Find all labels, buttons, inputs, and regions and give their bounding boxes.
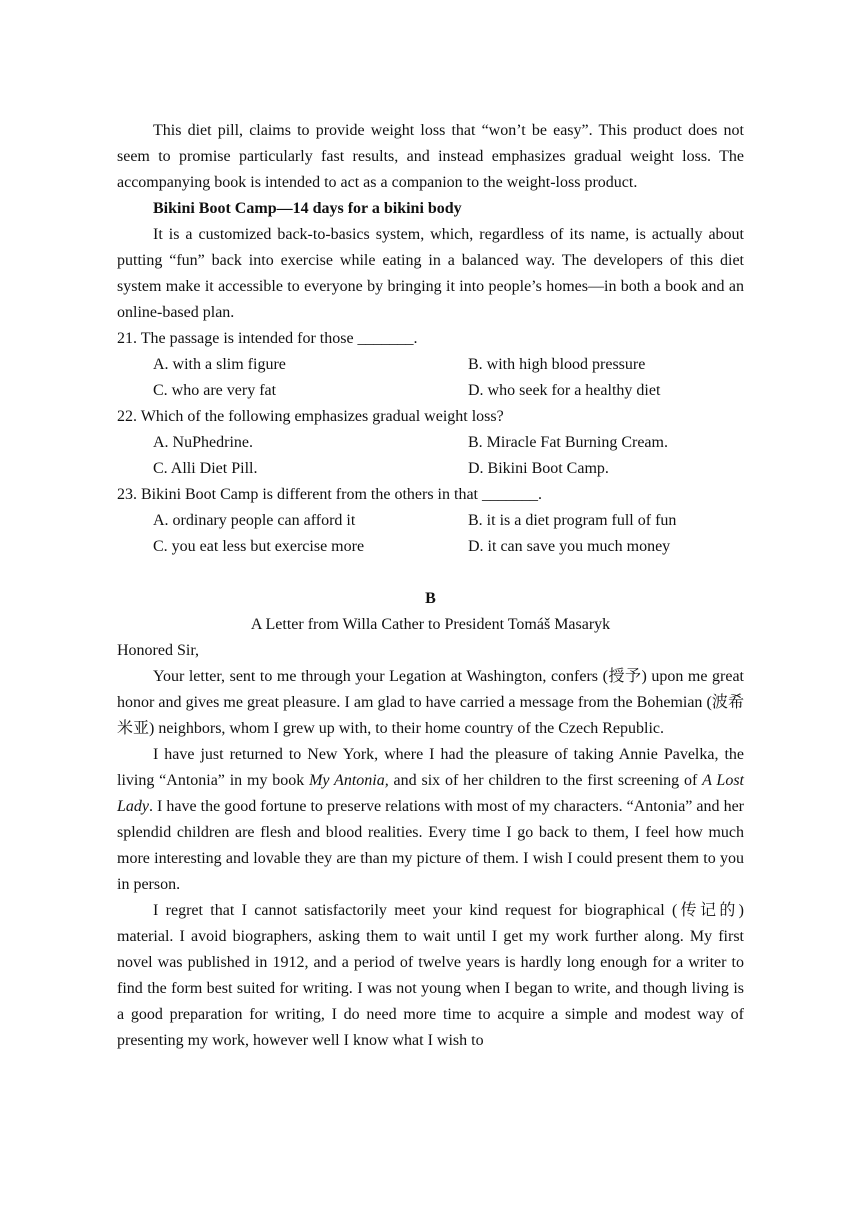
option-b: B. Miracle Fat Burning Cream. [468, 434, 668, 451]
question-stem: 23. Bikini Boot Camp is different from the others in that _______. [117, 486, 542, 503]
letter-title: A Letter from Willa Cather to President Tomáš Masaryk [250, 616, 611, 633]
letter-paragraph-3: I regret that I cannot satisfactorily meet your kind request for biographical (传记的) material. I avoid biographers, asking them to wait until I get my work further along. My first novel was published in 1912, and a period of twelve years is hardly long enough for a writer to find the form best suited for writing. I was not young when I began to write, and though living is a good preparation for writing, I do need more time to acquire a simple and modest way of presenting my work, however well I know what I wish to [117, 902, 744, 1049]
option-d: D. Bikini Boot Camp. [468, 460, 609, 477]
option-c: C. Alli Diet Pill. [153, 460, 258, 477]
option-b: B. it is a diet program full of fun [468, 512, 677, 529]
question-22 [117, 404, 744, 482]
option-row [117, 430, 744, 456]
passage-a-paragraph-2: It is a customized back-to-basics system, which, regardless of its name, is actually about putting “fun” back into exercise while eating in a balanced way. The developers of this diet system make it accessible to everyone by bringing it into people’s homes—in both a book and an online-based plan. [117, 226, 744, 321]
option-row [117, 352, 744, 378]
option-a: A. with a slim figure [153, 356, 286, 373]
option-d: D. who seek for a healthy diet [468, 382, 661, 399]
document-page [117, 118, 744, 1054]
option-row [117, 378, 744, 404]
passage-a-paragraph-1: This diet pill, claims to provide weight loss that “won’t be easy”. This product does not seem to promise particularly fast results, and instead emphasizes gradual weight loss. The accompanying book is intended to act as a companion to the weight-loss product. [117, 122, 744, 191]
option-a: A. ordinary people can afford it [153, 512, 356, 529]
option-b: B. with high blood pressure [468, 356, 646, 373]
question-stem: 22. Which of the following emphasizes gradual weight loss? [117, 408, 504, 425]
option-c: C. who are very fat [153, 382, 277, 399]
question-21 [117, 326, 744, 404]
option-row [117, 534, 744, 560]
book-title: My Antonia, [309, 772, 389, 789]
option-row [117, 508, 744, 534]
letter-paragraph-1: Your letter, sent to me through your Legation at Washington, confers (授予) upon me great honor and gives me great pleasure. I am glad to have carried a message from the Bohemian (波希米亚) neighbors, whom I grew up with, to their home country of the Czech Republic. [117, 668, 744, 737]
text-run: and six of her children to the first screening of [388, 772, 703, 789]
passage-a-heading: Bikini Boot Camp—14 days for a bikini body [153, 200, 462, 217]
letter-salutation: Honored Sir, [117, 642, 200, 659]
option-a: A. NuPhedrine. [153, 434, 253, 451]
option-row [117, 456, 744, 482]
text-run: I have just returned to New York, where I had the pleasure of taking Annie Pavelka, the living “Antonia” in my book [117, 746, 744, 789]
question-23 [117, 482, 744, 560]
text-run: . I have the good fortune to preserve relations with most of my characters. “Antonia” and her splendid children are flesh and blood realities. Every time I go back to them, I feel how much more interesting and lovable they are than my picture of them. I wish I could present them to you in person. [117, 798, 744, 893]
letter-paragraph-2 [117, 742, 744, 898]
book-title: A Lost Lady [117, 772, 745, 815]
option-d: D. it can save you much money [468, 538, 671, 555]
question-stem: 21. The passage is intended for those _______. [117, 330, 418, 347]
section-label: B [425, 590, 436, 607]
option-c: C. you eat less but exercise more [153, 538, 365, 555]
